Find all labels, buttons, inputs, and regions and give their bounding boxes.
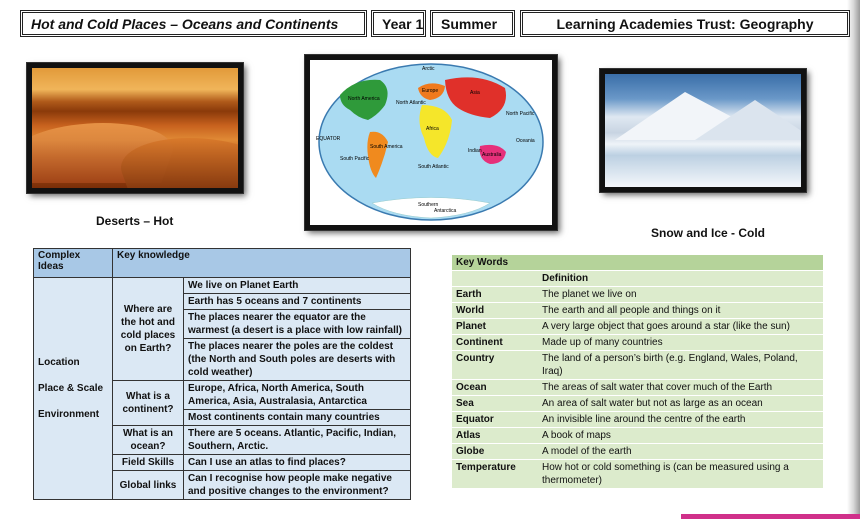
knowledge-item: There are 5 oceans. Atlantic, Pacific, Indian, Southern, Arctic. — [184, 426, 411, 455]
key-word-row — [452, 428, 823, 444]
key-word-definition: A model of the earth — [538, 444, 823, 460]
key-words-title: Key Words — [452, 255, 823, 271]
key-word-row — [452, 335, 823, 351]
trust-label: Learning Academies Trust: Geography — [520, 10, 850, 37]
key-word-term: Temperature — [452, 460, 538, 489]
key-word-definition: The land of a person’s birth (e.g. England, Wales, Poland, Iraq) — [538, 351, 823, 380]
question-ocean: What is an ocean? — [113, 426, 184, 455]
map-label-antarctica: Antarctica — [434, 208, 457, 214]
key-word-definition: The earth and all people and things on it — [538, 303, 823, 319]
map-label-south-pacific: South Pacific — [340, 156, 370, 162]
complex-ideas-cell — [34, 278, 113, 500]
key-word-definition: A very large object that goes around a star (like the sun) — [538, 319, 823, 335]
key-word-term: Globe — [452, 444, 538, 460]
key-word-definition: How hot or cold something is (can be measured using a thermometer) — [538, 460, 823, 489]
key-word-row — [452, 287, 823, 303]
key-word-row — [452, 444, 823, 460]
knowledge-item: Can I use an atlas to find places? — [184, 455, 411, 471]
key-word-definition: The areas of salt water that cover much of the Earth — [538, 380, 823, 396]
map-label-australia: Australia — [482, 152, 502, 158]
map-label-africa: Africa — [426, 126, 439, 132]
knowledge-item: Europe, Africa, North America, South America, Asia, Australasia, Antarctica — [184, 381, 411, 410]
key-word-term: Equator — [452, 412, 538, 428]
key-word-row — [452, 380, 823, 396]
world-map-image — [305, 55, 557, 230]
map-label-north-atlantic: North Atlantic — [396, 100, 426, 106]
key-word-row — [452, 319, 823, 335]
knowledge-item: The places nearer the equator are the warmest (a desert is a place with low rainfall) — [184, 310, 411, 339]
idea-place-scale: Place & Scale — [38, 383, 104, 394]
desert-caption: Deserts – Hot — [96, 214, 174, 228]
map-label-arctic: Arctic — [422, 66, 435, 72]
map-label-asia: Asia — [470, 90, 480, 96]
key-word-definition: An area of salt water but not as large as an ocean — [538, 396, 823, 412]
definition-header: Definition — [538, 271, 823, 287]
key-word-term: Sea — [452, 396, 538, 412]
year-label: Year 1 — [371, 10, 426, 37]
knowledge-item: We live on Planet Earth — [184, 278, 411, 294]
key-word-row — [452, 412, 823, 428]
key-word-term: Planet — [452, 319, 538, 335]
key-word-term: World — [452, 303, 538, 319]
map-label-north-america: North America — [348, 96, 380, 102]
key-word-row — [452, 303, 823, 319]
key-word-term: Continent — [452, 335, 538, 351]
map-label-south-america: South America — [370, 144, 403, 150]
map-label-indian: Indian — [468, 148, 482, 154]
map-label-north-pacific: North Pacific — [506, 111, 535, 117]
map-label-south-atlantic: South Atlantic — [418, 164, 449, 170]
key-words-table — [452, 255, 823, 489]
key-word-definition: A book of maps — [538, 428, 823, 444]
question-hot-cold: Where are the hot and cold places on Earth? — [113, 278, 184, 381]
desert-photo — [27, 63, 243, 193]
map-label-europe: Europe — [422, 88, 439, 94]
idea-location: Location — [38, 357, 80, 368]
key-word-row — [452, 396, 823, 412]
snow-caption: Snow and Ice - Cold — [651, 226, 766, 240]
key-word-row — [452, 460, 823, 489]
key-word-term: Earth — [452, 287, 538, 303]
page-title: Hot and Cold Places – Oceans and Continents — [20, 10, 367, 37]
key-word-term: Atlas — [452, 428, 538, 444]
knowledge-item: The places nearer the poles are the coldest (the North and South poles are deserts with cold weather) — [184, 339, 411, 381]
key-word-definition: The planet we live on — [538, 287, 823, 303]
col-key-knowledge: Key knowledge — [113, 249, 411, 278]
key-word-row — [452, 351, 823, 380]
global-links-label: Global links — [113, 471, 184, 500]
key-word-definition: Made up of many countries — [538, 335, 823, 351]
key-word-term: Country — [452, 351, 538, 380]
knowledge-item: Can I recognise how people make negative and positive changes to the environment? — [184, 471, 411, 500]
idea-environment: Environment — [38, 409, 100, 420]
key-word-term: Ocean — [452, 380, 538, 396]
col-complex-ideas: Complex Ideas — [34, 249, 113, 278]
map-label-oceania: Oceania — [516, 138, 535, 144]
key-word-definition: An invisible line around the centre of the earth — [538, 412, 823, 428]
key-knowledge-table — [33, 248, 411, 500]
field-skills-label: Field Skills — [113, 455, 184, 471]
map-label-southern: Southern — [418, 202, 439, 208]
knowledge-item: Most continents contain many countries — [184, 410, 411, 426]
term-label: Summer — [430, 10, 515, 37]
page-edge-shadow — [847, 0, 860, 519]
map-label-equator: EQUATOR — [316, 136, 341, 142]
page-edge-accent — [681, 514, 860, 519]
question-continent: What is a continent? — [113, 381, 184, 426]
knowledge-item: Earth has 5 oceans and 7 continents — [184, 294, 411, 310]
snow-ice-photo — [600, 69, 806, 192]
